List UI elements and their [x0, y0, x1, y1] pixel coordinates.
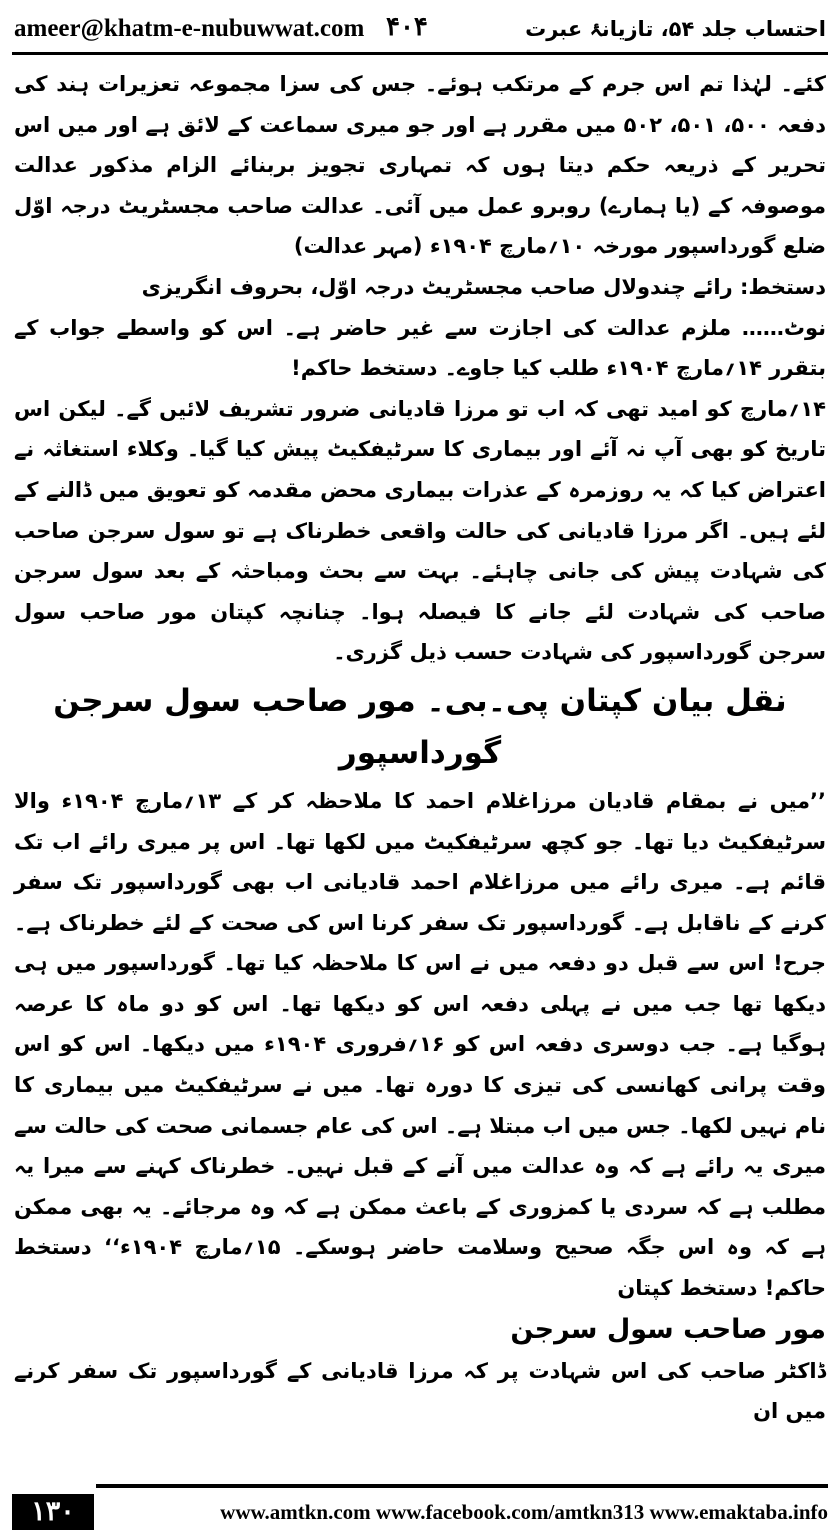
header-page-number: ۴۰۴ — [386, 12, 428, 42]
header-email: ameer@khatm-e-nubuwwat.com — [14, 15, 365, 42]
footer-page-number: ۱۳۰ — [12, 1494, 94, 1530]
paragraph-court-order: کئے۔ لہٰذا تم اس جرم کے مرتکب ہوئے۔ جس کی سزا مجموعہ تعزیرات ہند کی دفعہ ۵۰۰، ۵۰۱، ۵۰۲ میں مقرر ہے اور جو میری سماعت کے لائق ہے اور میں اس تحریر کے ذریعہ حکم دیتا ہوں کہ تمہاری تجویز بربنائے الزام مذکور عدالت موصوفہ کے (یا ہمارے) روبرو عمل میں آئی۔ عدالت صاحب مجسٹریٹ درجہ اوّل ضلع گورداسپور مورخہ ۱۰؍مارچ ۱۹۰۴ء (مہر عدالت) — [14, 72, 826, 259]
page-body — [14, 64, 826, 1464]
paragraph-note: نوٹ…… ملزم عدالت کی اجازت سے غیر حاضر ہے۔ اس کو واسطے جواب کے بتقرر ۱۴؍مارچ ۱۹۰۴ء طلب کیا جاوے۔ دستخط حاکم! — [14, 315, 826, 381]
footer-rule — [96, 1484, 828, 1488]
header-book-title: احتساب جلد ۵۴، تازیانۂ عبرت — [525, 17, 826, 41]
paragraph-hearing: ۱۴؍مارچ کو امید تھی کہ اب تو مرزا قادیانی ضرور تشریف لائیں گے۔ لیکن اس تاریخ کو بھی آپ نہ آئے اور بیماری کا سرٹیفکیٹ پیش کیا گیا۔ وکلاء استغاثہ نے اعتراض کیا کہ یہ روزمرہ کے عذرات بیماری محض مقدمہ کو تعویق میں ڈالنے کے لئے ہیں۔ اگر مرزا قادیانی کی حالت واقعی خطرناک ہے تو سول سرجن صاحب کی شہادت پیش کی جانی چاہئے۔ بہت سے بحث ومباحثہ کے بعد سول سرجن صاحب کی شہادت لئے جانے کا فیصلہ ہوا۔ چنانچہ کپتان مور صاحب سول سرجن گورداسپور کی شہادت حسب ذیل گزری۔ — [14, 396, 826, 665]
section-heading: نقل بیان کپتان پی۔بی۔ مور صاحب سول سرجن گورداسپور — [53, 682, 787, 771]
paragraph-signature-surgeon: مور صاحب سول سرجن — [510, 1313, 826, 1345]
paragraph-closing: ڈاکٹر صاحب کی اس شہادت پر کہ مرزا قادیانی کے گورداسپور تک سفر کرنے میں ان — [14, 1358, 826, 1424]
paragraph-statement: ’’میں نے بمقام قادیان مرزاغلام احمد کا ملاحظہ کر کے ۱۳؍مارچ ۱۹۰۴ء والا سرٹیفکیٹ دیا تھا۔ جو کچھ سرٹیفکیٹ میں لکھا تھا۔ اس پر میری رائے اب تک قائم ہے۔ میری رائے میں مرزاغلام احمد قادیانی اب بھی گورداسپور تک سفر کرنے کے ناقابل ہے۔ گورداسپور تک سفر کرنا اس کی صحت کے لئے خطرناک ہے۔ جرح! اس سے قبل دو دفعہ میں نے اس کا ملاحظہ کیا تھا۔ گورداسپور میں ہی دیکھا تھا جب میں نے پہلی دفعہ اس کو دیکھا تھا۔ اس کو دو ماہ کا عرصہ ہوگیا ہے۔ جب دوسری دفعہ اس کو ۱۶؍فروری ۱۹۰۴ء میں دیکھا۔ اس کو اس وقت پرانی کھانسی کی تیزی کا دورہ تھا۔ میں نے سرٹیفکیٹ میں بیماری کا نام نہیں لکھا۔ جس میں اب مبتلا ہے۔ اس کی عام جسمانی صحت کی حالت سے میری یہ رائے ہے کہ وہ عدالت میں آنے کے قبل نہیں۔ خطرناک کہنے سے میرا یہ مطلب ہے کہ سردی یا کمزوری کے باعث ممکن ہے کہ وہ مرجائے۔ یہ بھی ممکن ہے کہ وہ اس جگہ صحیح وسلامت حاضر ہوسکے۔ ۱۵؍مارچ ۱۹۰۴ء‘‘ دستخط حاکم! دستخط کپتان — [14, 788, 827, 1301]
footer-links: www.amtkn.com www.facebook.com/amtkn313 www.emaktaba.info — [220, 1500, 828, 1524]
paragraph-signature-magistrate: دستخط: رائے چندولال صاحب مجسٹریٹ درجہ اوّل، بحروف انگریزی — [141, 274, 826, 299]
header-rule — [12, 52, 828, 55]
